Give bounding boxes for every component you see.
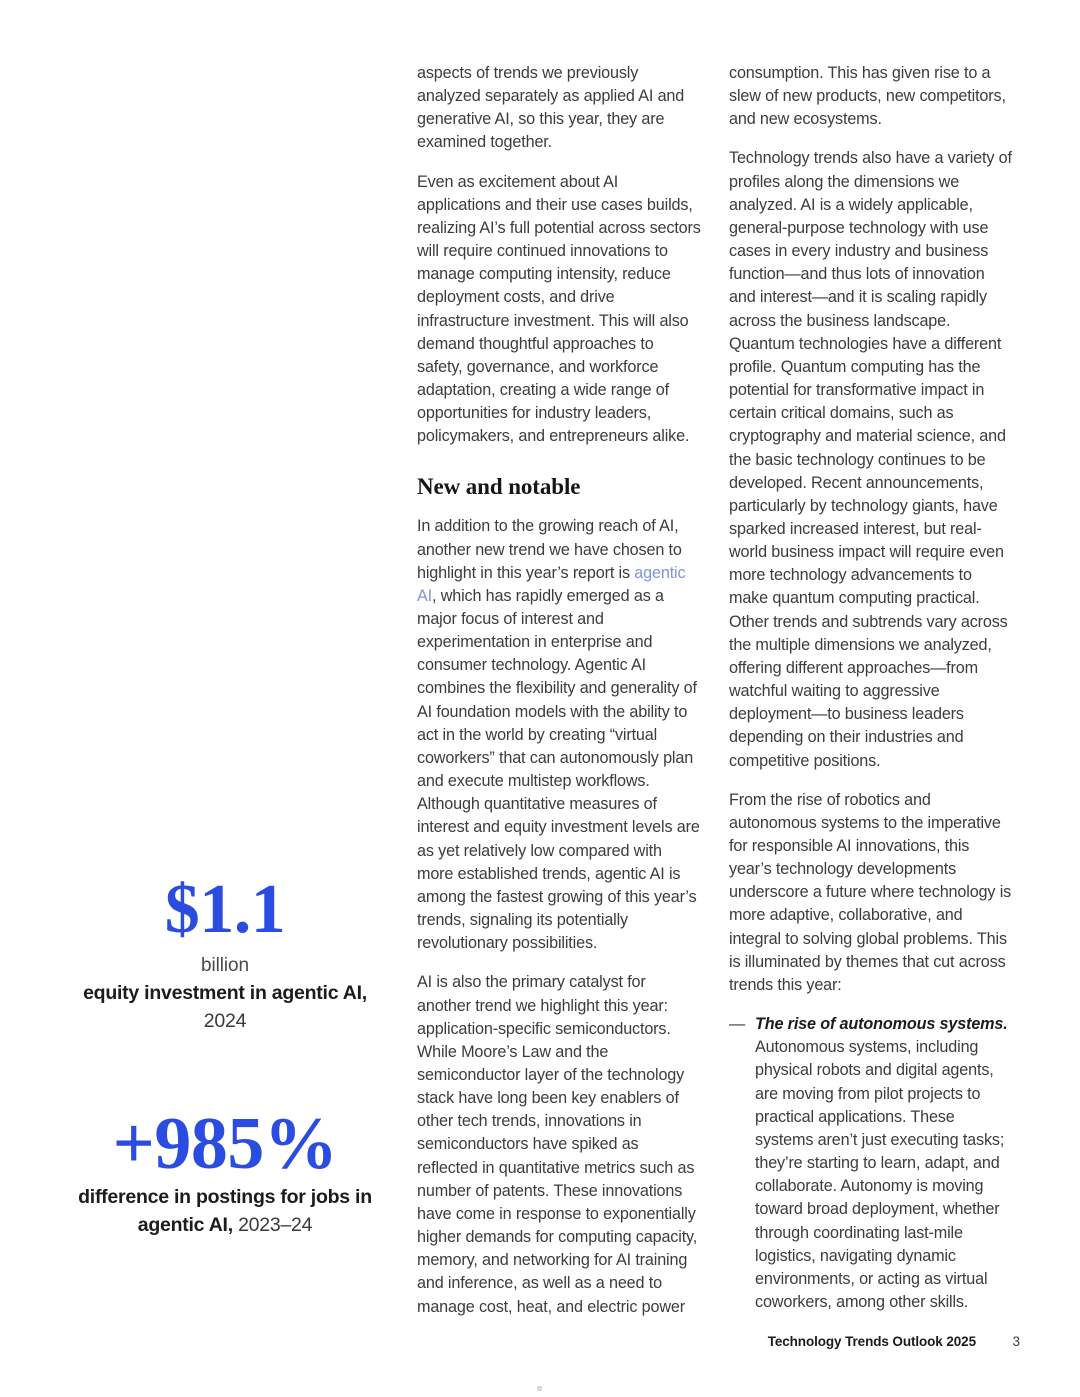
page-footer xyxy=(417,1334,1020,1349)
stat-description-bold: difference in postings for jobs in agentic AI, xyxy=(78,1186,372,1237)
stat-description-year: 2023–24 xyxy=(238,1214,313,1237)
footer-report-title: Technology Trends Outlook 2025 xyxy=(767,1334,976,1349)
list-item xyxy=(729,1013,1013,1314)
em-dash-marker-icon: — xyxy=(729,1015,746,1034)
paragraph: AI is also the primary catalyst for another trend we highlight this year: application-specific semiconductors. While Moore’s Law and the semiconductor layer of the technology stack have long been key enablers of other tech trends, innovations in semiconductors have spiked as reflected in quantitative metrics such as number of patents. These innovations have come in response to exponentially higher demands for computing capacity, memory, and networking for AI training and inference, as well as a need to manage cost, heat, and electric power xyxy=(417,973,698,1316)
column-left xyxy=(417,62,701,1316)
list-item-body xyxy=(755,1013,1013,1314)
list-item-lead-in: The rise of autonomous systems. xyxy=(755,1015,1008,1034)
paragraph: From the rise of robotics and autonomous systems to the imperative for responsible AI innovations, this year’s technology developments underscore a future where technology is more adaptive, collaborative, and integral to solving global problems. This is illuminated by themes that cut across trends this year: xyxy=(729,790,1012,994)
list-item-text: Autonomous systems, including physical robots and digital agents, are moving from pilot projects to practical applications. These systems aren’t just executing tasks; they’re starting to learn, adapt, and collaborate. Autonomy is moving toward broad deployment, whether through coordinating last-mile logistics, navigating dynamic environments, or acting as virtual coworkers, among other skills. xyxy=(755,1038,1005,1311)
stat-unit: billion xyxy=(201,955,249,976)
section-heading: New and notable xyxy=(417,473,581,499)
stat-description-bold: equity investment in agentic AI, xyxy=(83,982,367,1004)
stat-figure: $1.1 xyxy=(164,871,286,948)
stat-block-equity-investment xyxy=(60,871,390,1035)
agentic-ai-link[interactable]: agentic AI xyxy=(417,563,686,605)
footer-page-number: 3 xyxy=(1012,1334,1020,1349)
paragraph-text-before-link: In addition to the growing reach of AI, another new trend we have chosen to highlight in this year’s report is xyxy=(417,517,682,582)
paragraph: Technology trends also have a variety of profiles along the dimensions we analyzed. AI is a widely applicable, general-purpose technology with use cases in every industry and business function—and thus lots of innovation and interest—and it is scaling rapidly across the business landscape. Quantum technologies have a different profile. Quantum computing has the potential for transformative impact in certain critical domains, such as cryptography and material science, and the basic technology continues to be developed. Recent announcements, particularly by technology giants, have sparked increased interest, but real-world business impact will require even more technology advancements to make quantum computing practical. Other trends and subtrends vary across the multiple dimensions we analyzed, offering different approaches—from watchful waiting to aggressive deployment—to business leaders depending on their industries and competitive positions. xyxy=(729,149,1012,770)
statistics-rail xyxy=(60,871,390,1240)
body-columns xyxy=(417,62,1013,1316)
stat-description xyxy=(60,980,390,1035)
stat-description-year: 2024 xyxy=(203,1009,247,1032)
page-artifact-mark xyxy=(537,1386,542,1391)
column-right xyxy=(729,62,1013,1311)
paragraph: aspects of trends we previously analyzed separately as applied AI and generative AI, so this year, they are examined together. xyxy=(417,64,685,152)
stat-figure: +985% xyxy=(112,1103,338,1186)
paragraph-with-link xyxy=(417,515,701,955)
themes-dash-list xyxy=(729,1013,1013,1314)
paragraph-text-after-link: , which has rapidly emerged as a major focus of interest and experimentation in enterprise and consumer technology. Agentic AI combines the flexibility and generality of AI foundation models with the ability to act in the world by creating “virtual coworkers” that can autonomously plan and execute multistep workflows. Although quantitative measures of interest and equity investment levels are as yet relatively low compared with more established trends, agentic AI is among the fastest growing of this year’s trends, signaling its potentially revolutionary possibilities. xyxy=(417,586,700,953)
stat-block-job-postings xyxy=(60,1103,390,1239)
paragraph: Even as excitement about AI applications and their use cases builds, realizing AI’s full potential across sectors will require continued innovations to manage computing intensity, reduce deployment costs, and drive infrastructure investment. This will also demand thoughtful approaches to safety, governance, and workforce adaptation, creating a wide range of opportunities for industry leaders, policymakers, and entrepreneurs alike. xyxy=(417,172,701,446)
paragraph: consumption. This has given rise to a slew of new products, new competitors, and new ecosystems. xyxy=(729,64,1006,129)
stat-description xyxy=(60,1184,390,1239)
